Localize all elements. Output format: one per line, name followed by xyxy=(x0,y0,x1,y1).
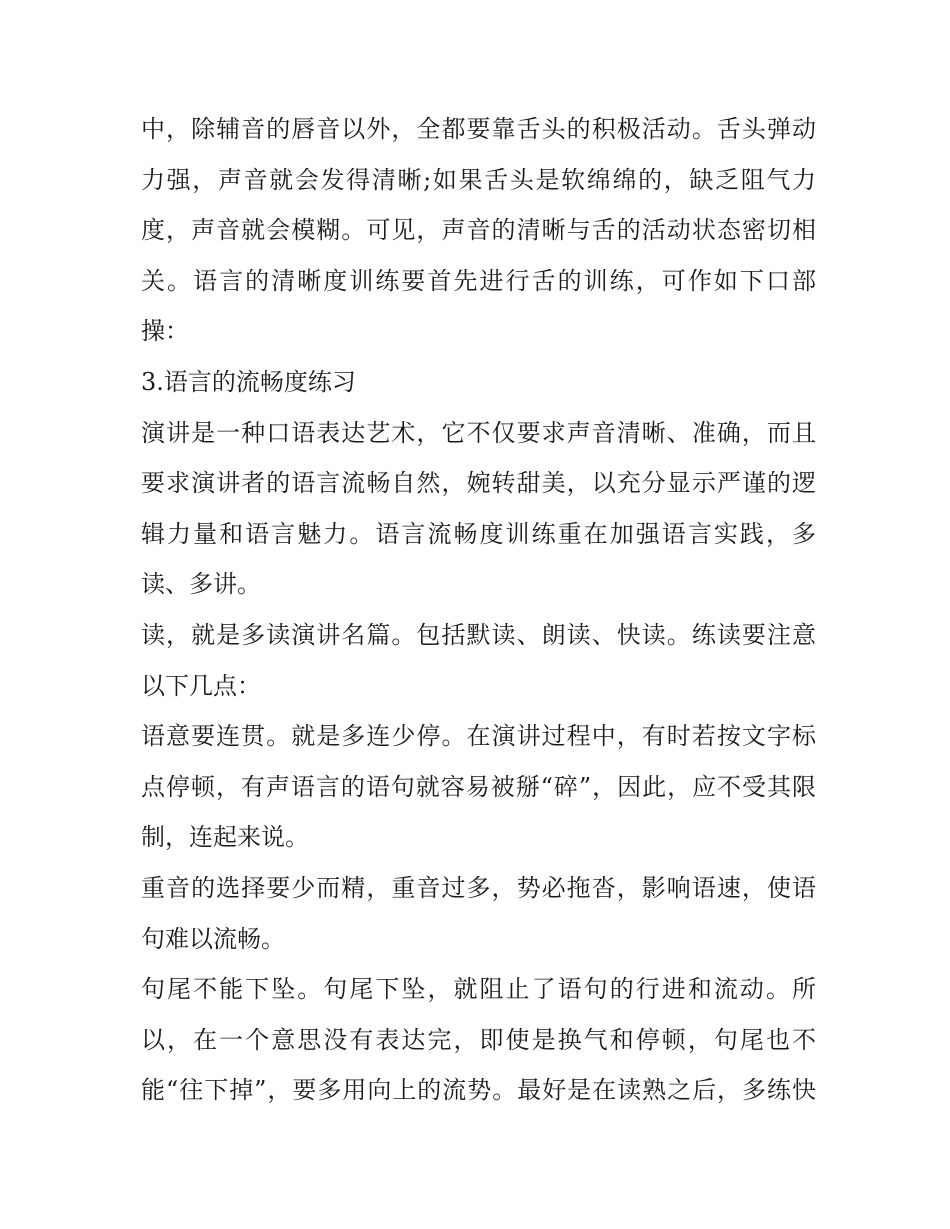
text-line-5: 操： xyxy=(141,317,189,346)
text-line-9: 辑力量和语言魅力。语言流畅度训练重在加强语言实践，多 xyxy=(141,519,816,548)
text-line-19: 以，在一个意思没有表达完，即使是换气和停顿，句尾也不 xyxy=(141,1025,816,1054)
body-text xyxy=(141,104,816,1116)
text-line-18: 句尾不能下坠。句尾下坠，就阻止了语句的行进和流动。所 xyxy=(141,975,816,1004)
text-line-8: 要求演讲者的语言流畅自然，婉转甜美，以充分显示严谨的逻 xyxy=(141,469,816,498)
text-line-14: 点停顿，有声语言的语句就容易被掰“碎”，因此，应不受其限 xyxy=(141,772,816,801)
text-line-17: 句难以流畅。 xyxy=(141,924,285,953)
text-line-3: 度，声音就会模糊。可见，声音的清晰与舌的活动状态密切相 xyxy=(141,216,816,245)
text-line-4: 关。语言的清晰度训练要首先进行舌的训练，可作如下口部 xyxy=(141,266,816,295)
text-line-12: 以下几点： xyxy=(141,671,261,700)
text-line-11: 读，就是多读演讲名篇。包括默读、朗读、快读。练读要注意 xyxy=(141,620,816,649)
text-line-10: 读、多讲。 xyxy=(141,570,261,599)
section-heading: 3.语言的流畅度练习 xyxy=(141,367,356,396)
text-line-13: 语意要连贯。就是多连少停。在演讲过程中，有时若按文字标 xyxy=(141,722,816,751)
text-line-7: 演讲是一种口语表达艺术，它不仅要求声音清晰、准确，而且 xyxy=(141,418,816,447)
text-line-16: 重音的选择要少而精，重音过多，势必拖沓，影响语速，使语 xyxy=(141,873,816,902)
text-line-1: 中，除辅音的唇音以外，全都要靠舌头的积极活动。舌头弹动 xyxy=(141,115,816,143)
text-line-20: 能“往下掉”，要多用向上的流势。最好是在读熟之后，多练快 xyxy=(141,1076,816,1105)
text-line-15: 制，连起来说。 xyxy=(141,823,309,852)
text-line-2: 力强，声音就会发得清晰;如果舌头是软绵绵的，缺乏阻气力 xyxy=(141,165,816,194)
